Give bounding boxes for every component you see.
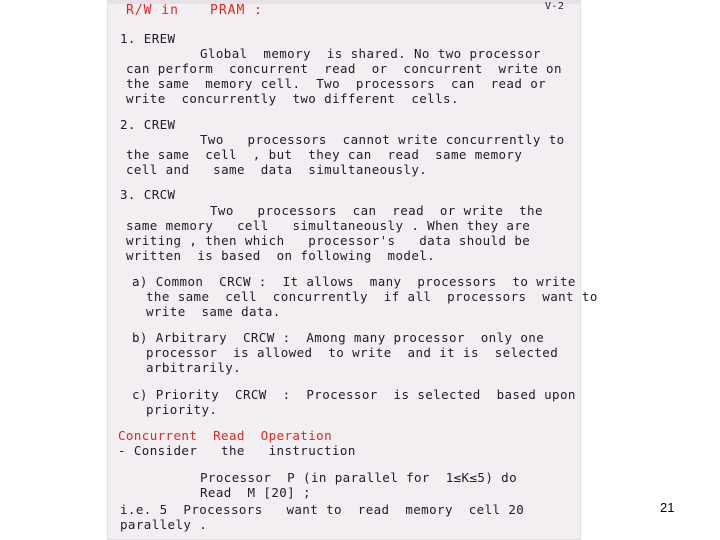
text-line: Two processors can read or write the: [210, 203, 543, 218]
text-line: processor is allowed to write and it is selected: [146, 345, 559, 360]
text-line: - Consider the instruction: [118, 443, 356, 458]
text-line: written is based on following model.: [126, 248, 436, 263]
text-line: cell and same data simultaneously.: [126, 162, 428, 177]
model-priority-crcw: c) Priority CRCW : Processor is selected based upon: [132, 387, 576, 402]
text-line: Global memory is shared. No two processor: [200, 46, 541, 61]
instruction-line: Read M [20] ;: [200, 485, 311, 500]
text-line: i.e. 5 Processors want to read memory cell 20: [120, 502, 525, 517]
text-line: parallely .: [120, 517, 208, 532]
corner-tag: V-2: [545, 1, 565, 12]
instruction-line: Processor P (in parallel for 1≤K≤5) do: [200, 470, 518, 485]
text-line: write concurrently two different cells.: [126, 91, 459, 106]
text-line: priority.: [146, 402, 218, 417]
text-line: write same data.: [146, 304, 281, 319]
text-line: the same cell , but they can read same memory: [126, 147, 523, 162]
heading-rw-in: R/W in: [126, 3, 179, 18]
text-line: the same memory cell. Two processors can read or: [126, 76, 547, 91]
section-crcw-heading: 3. CRCW: [120, 187, 176, 202]
section-erew-heading: 1. EREW: [120, 31, 176, 46]
text-line: Two processors cannot write concurrently to: [200, 132, 565, 147]
heading-pram: PRAM :: [210, 3, 263, 18]
text-line: the same cell concurrently if all processors want to: [146, 289, 598, 304]
text-line: writing , then which processor's data should be: [126, 233, 531, 248]
model-common-crcw: a) Common CRCW : It allows many processors to write: [132, 274, 576, 289]
text-line: can perform concurrent read or concurrent write on: [126, 61, 562, 76]
model-arbitrary-crcw: b) Arbitrary CRCW : Among many processor only one: [132, 330, 545, 345]
slide-number: 21: [660, 500, 675, 515]
section-crew-heading: 2. CREW: [120, 117, 176, 132]
heading-concurrent-read-operation: Concurrent Read Operation: [118, 428, 332, 443]
text-line: same memory cell simultaneously . When they are: [126, 218, 531, 233]
text-line: arbitrarily.: [146, 360, 242, 375]
